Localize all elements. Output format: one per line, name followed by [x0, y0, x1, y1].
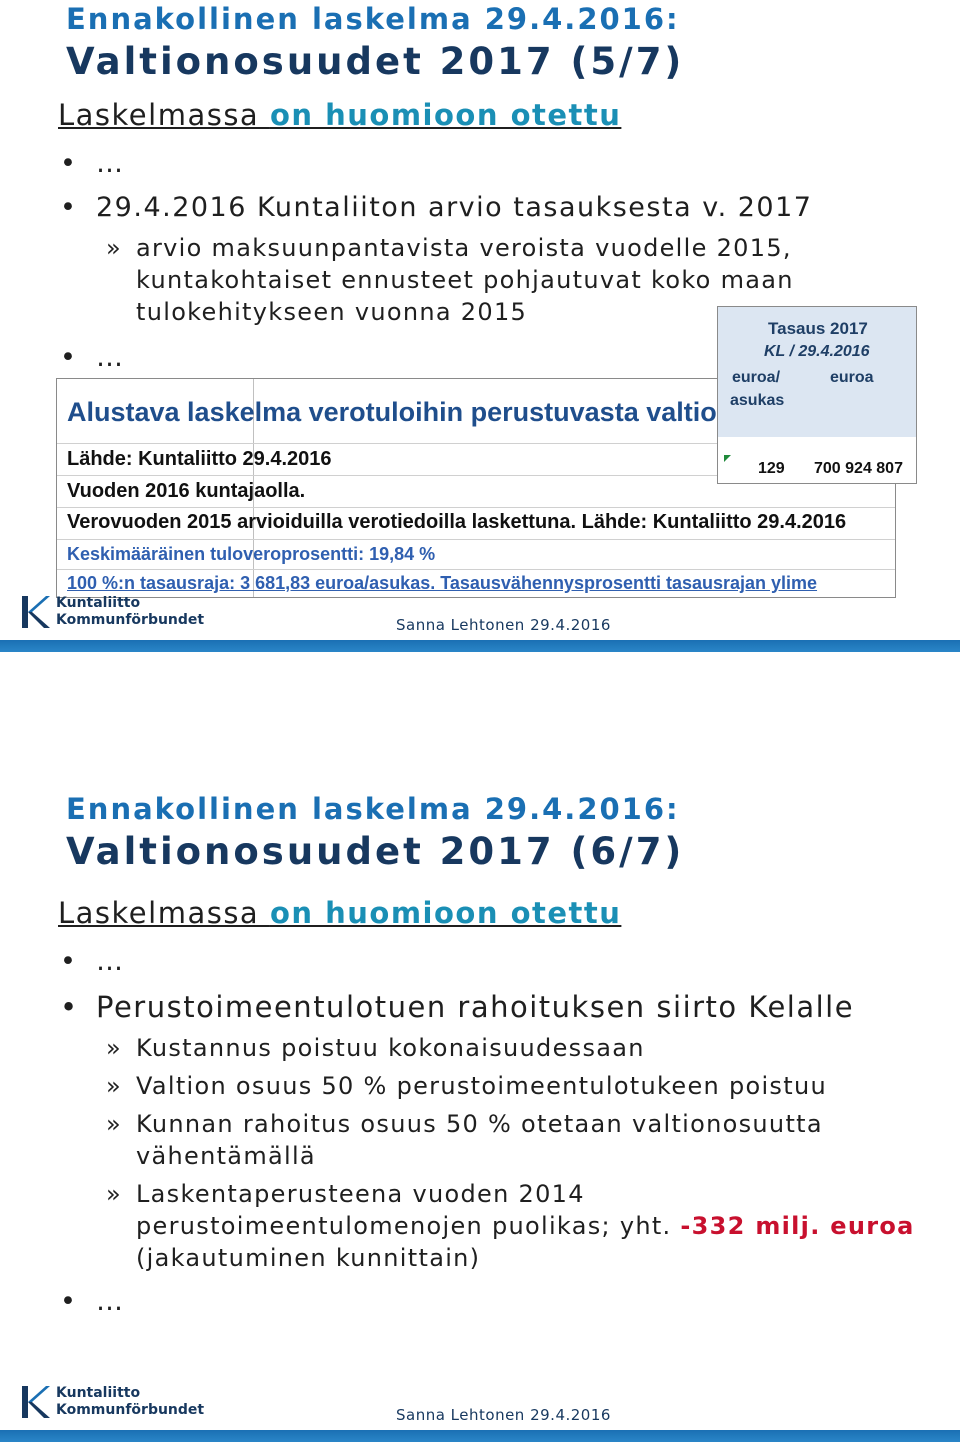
sheet-row-division: Vuoden 2016 kuntajaolla.: [67, 480, 306, 502]
sheet-row-divider: [57, 507, 895, 508]
cost-amount: -332 milj. euroa: [680, 1212, 915, 1240]
sub-bullet-line: tulokehitykseen vuonna 2015: [136, 298, 528, 326]
sub-bullet-line: vähentämällä: [136, 1142, 316, 1170]
slide-6-of-7: [0, 790, 960, 1450]
sheet-row-divider: [57, 569, 895, 570]
sheet-row-threshold: 100 %:n tasausraja: 3 681,83 euroa/asukas. Tasausvähennysprosentti tasausrajan ylime: [67, 573, 818, 593]
bullet-text: 29.4.2016 Kuntaliiton arvio tasauksesta v. 2017: [96, 192, 813, 223]
panel-col1-line1: euroa/: [732, 369, 781, 386]
slide-subtitle: [58, 896, 621, 930]
sub-bullet: [106, 1032, 645, 1064]
sub-bullet-text: perustoimeentulomenojen puolikas; yht.: [136, 1212, 681, 1240]
sub-bullet-line: Kustannus poistuu kokonaisuudessaan: [136, 1034, 645, 1062]
sub-bullet-line: (jakautuminen kunnittain): [136, 1244, 481, 1272]
panel-value-total: 700 924 807: [814, 460, 903, 477]
bullet-item: [60, 946, 125, 977]
slide-subtitle: [58, 98, 621, 132]
kuntaliitto-logo-icon: [20, 1384, 50, 1420]
sub-bullet: [106, 1108, 823, 1172]
bullet-text: …: [96, 946, 125, 977]
subtitle-highlight: on huomioon otettu: [269, 896, 622, 930]
subtitle-text: Laskelmassa: [58, 896, 270, 930]
logo-text-sv: Kommunförbundet: [56, 1402, 205, 1418]
bullet-text: …: [96, 342, 125, 373]
bullet-dot-icon: •: [60, 990, 79, 1024]
bullet-item: [60, 192, 812, 223]
sub-bullet: [106, 232, 794, 328]
bullet-dot-icon: •: [60, 192, 78, 223]
sub-bullet-marker-icon: »: [106, 1110, 122, 1138]
sub-bullet-line: Valtion osuus 50 % perustoimeentulotukeen poistuu: [136, 1072, 827, 1100]
logo-text-fi: Kuntaliitto: [56, 595, 141, 611]
bullet-dot-icon: •: [60, 148, 78, 179]
bullet-text: Perustoimeentulotuen rahoituksen siirto Kelalle: [96, 990, 855, 1024]
sub-bullet: [106, 1070, 827, 1102]
sub-bullet-line: Laskentaperusteena vuoden 2014: [136, 1180, 585, 1208]
panel-value-per-capita: 129: [758, 460, 785, 477]
kuntaliitto-logo-icon: [20, 594, 50, 630]
panel-col1-line2: asukas: [730, 392, 785, 409]
slide-footer: Sanna Lehtonen 29.4.2016: [396, 616, 611, 634]
bullet-item: [60, 342, 125, 373]
bullet-text: …: [96, 148, 125, 179]
bullet-item: [60, 1286, 125, 1317]
subtitle-text: Laskelmassa: [58, 98, 270, 132]
sub-bullet: [106, 1178, 915, 1274]
sub-bullet-marker-icon: »: [106, 1072, 122, 1100]
footer-bar: [0, 1430, 960, 1442]
slide-title-line1: Ennakollinen laskelma 29.4.2016:: [66, 792, 680, 826]
panel-col2-header: euroa: [830, 369, 874, 386]
panel-title: Tasaus 2017: [768, 319, 868, 338]
slide-5-of-7: [0, 0, 960, 700]
sub-bullet-line: [136, 1210, 915, 1242]
slide-footer: Sanna Lehtonen 29.4.2016: [396, 1406, 611, 1424]
sub-bullet-line: arvio maksuunpantavista veroista vuodelle 2015,: [136, 234, 792, 262]
sub-bullet-line: Kunnan rahoitus osuus 50 % otetaan valtionosuutta: [136, 1110, 823, 1138]
sub-bullet-line: kuntakohtaiset ennusteet pohjautuvat koko maan: [136, 266, 794, 294]
slide-title-line1: Ennakollinen laskelma 29.4.2016:: [66, 2, 680, 36]
sheet-row-taxrate: Keskimääräinen tuloveroprosentti: 19,84 %: [67, 544, 436, 564]
bullet-dot-icon: •: [60, 946, 78, 977]
sheet-title: Alustava laskelma verotuloihin perustuvasta valtio: [67, 397, 717, 427]
footer-bar: [0, 640, 960, 652]
panel-subtitle: KL / 29.4.2016: [764, 343, 870, 360]
logo-text-fi: Kuntaliitto: [56, 1385, 141, 1401]
bullet-text: …: [96, 1286, 125, 1317]
bullet-item: [60, 990, 854, 1024]
tasaus-panel: [717, 306, 917, 484]
slide-title-line2: Valtionosuudet 2017 (6/7): [66, 830, 685, 873]
bullet-item: [60, 148, 125, 179]
sub-bullet-marker-icon: »: [106, 1180, 122, 1208]
subtitle-highlight: on huomioon otettu: [269, 98, 622, 132]
sheet-row-taxyear: Verovuoden 2015 arvioiduilla verotiedoilla laskettuna. Lähde: Kuntaliitto 29.4.2016: [67, 511, 847, 533]
sheet-row-divider: [57, 539, 895, 540]
sub-bullet-marker-icon: »: [106, 234, 122, 262]
bullet-dot-icon: •: [60, 1286, 78, 1317]
sub-bullet-marker-icon: »: [106, 1034, 122, 1062]
cell-comment-marker-icon: [724, 455, 731, 462]
slide-title-line2: Valtionosuudet 2017 (5/7): [66, 40, 685, 83]
logo-text-sv: Kommunförbundet: [56, 612, 205, 628]
sheet-row-source: Lähde: Kuntaliitto 29.4.2016: [67, 448, 332, 470]
bullet-dot-icon: •: [60, 342, 78, 373]
